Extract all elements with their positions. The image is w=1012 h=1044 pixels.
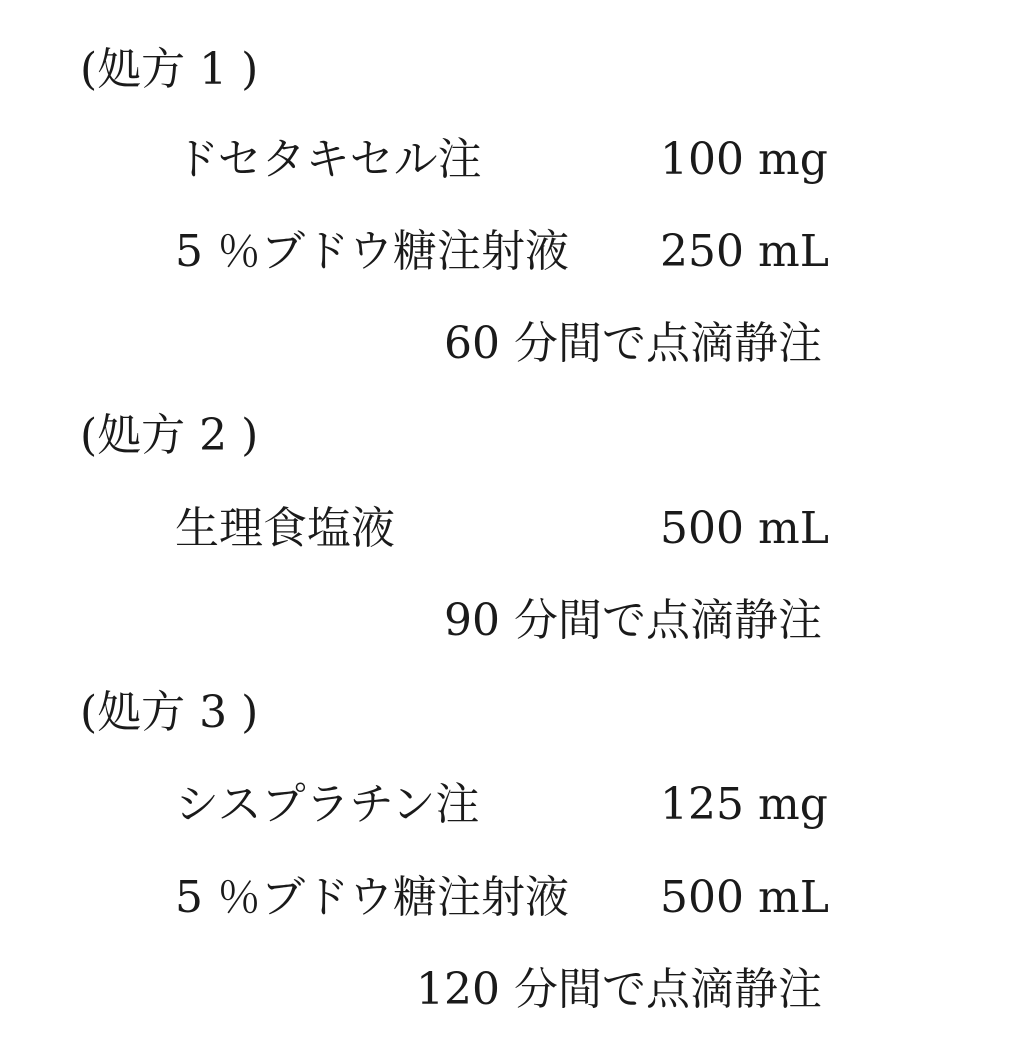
drug-dose: 125 mg bbox=[660, 779, 828, 830]
drug-name: 生理食塩液 bbox=[175, 503, 395, 554]
prescription-2-heading: (処方 2 ) bbox=[80, 410, 259, 461]
prescription-2-item-1 bbox=[0, 499, 1012, 559]
drug-name: ドセタキセル注 bbox=[175, 134, 482, 185]
prescription-1-method: 60 分間で点滴静注 bbox=[444, 318, 822, 369]
prescription-1-heading: (処方 1 ) bbox=[80, 44, 259, 95]
prescription-3-item-2 bbox=[0, 868, 1012, 928]
prescription-3-heading: (処方 3 ) bbox=[80, 687, 259, 738]
prescription-1-item-2 bbox=[0, 222, 1012, 282]
drug-name: シスプラチン注 bbox=[175, 779, 480, 830]
prescription-1-item-1 bbox=[0, 130, 1012, 190]
prescription-3-method: 120 分間で点滴静注 bbox=[416, 964, 822, 1015]
prescription-2-method: 90 分間で点滴静注 bbox=[444, 595, 822, 646]
drug-dose: 500 mL bbox=[660, 872, 829, 923]
drug-name: 5 ％ブドウ糖注射液 bbox=[175, 226, 569, 277]
drug-dose: 250 mL bbox=[660, 226, 829, 277]
drug-dose: 100 mg bbox=[660, 134, 828, 185]
prescription-3-item-1 bbox=[0, 775, 1012, 835]
drug-name: 5 ％ブドウ糖注射液 bbox=[175, 872, 569, 923]
drug-dose: 500 mL bbox=[660, 503, 829, 554]
